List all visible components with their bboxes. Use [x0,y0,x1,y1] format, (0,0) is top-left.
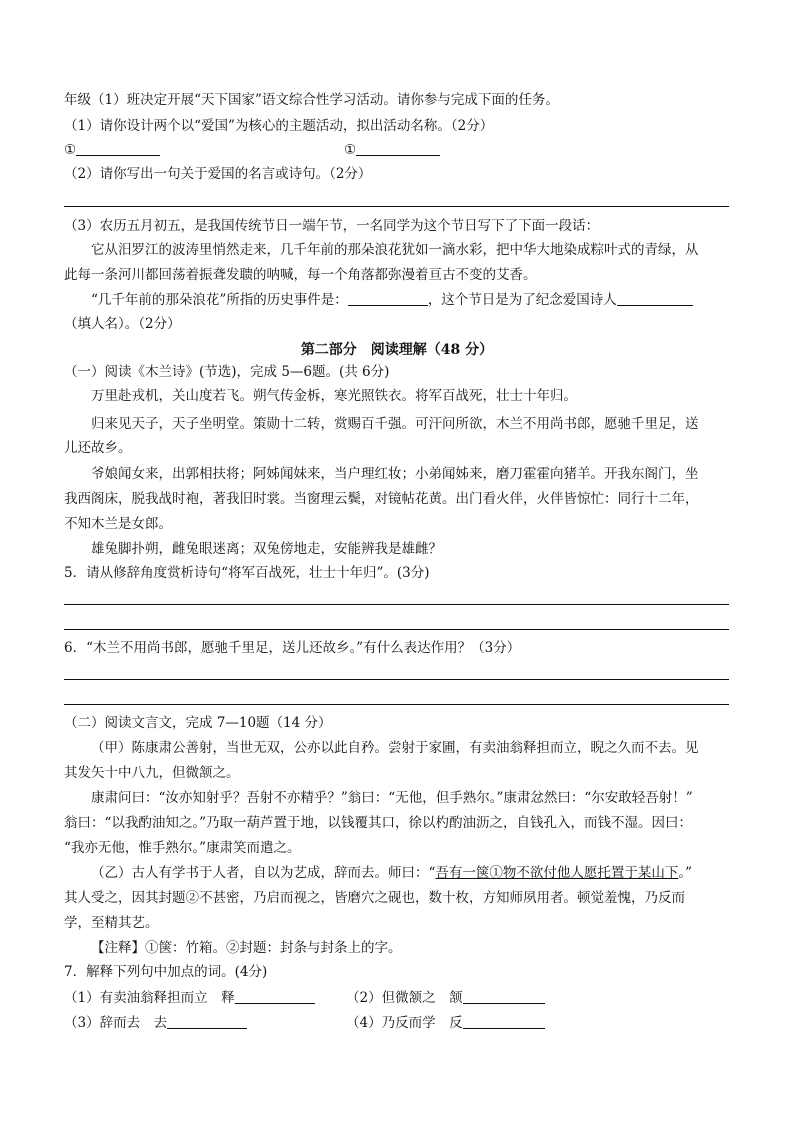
q7-item-1 [64,988,315,1008]
answer-1b-mark: ① [344,142,357,158]
poet-blank[interactable] [617,291,693,306]
q7-item-2-text: （2）但微颔之 颔 [346,990,463,1006]
q7-item-4-blank[interactable] [463,1014,545,1029]
intro-text: 年级（1）班决定开展“天下国家”语文综合性学习活动。请你参与完成下面的任务。 [64,92,559,108]
q7-item-4-text: （4）乃反而学 反 [346,1015,463,1031]
q7-item-4 [346,1013,545,1033]
question-3: （3）农历五月初五，是我国传统节日一端午节，一名同学为这个节日写下了下面一段话： [64,218,600,234]
question-2: （2）请你写出一句关于爱国的名言或诗句。（2分） [64,166,372,182]
text-b-line-1 [91,863,692,883]
answer-2-line[interactable] [64,206,729,207]
section-2-heading: （二）阅读文言文，完成 7—10题（14 分） [64,715,332,731]
question-1: （1）请你设计两个以“爱国”为核心的主题活动，拟出活动名称。（2分） [64,118,494,134]
text-a-line-1: （甲）陈康肃公善射，当世无双，公亦以此自矜。尝射于家圃，有卖油翁释担而立，睨之久而不去。见 [91,740,699,756]
poem-line-3: 儿还故乡。 [64,440,132,456]
answer-5-line-2[interactable] [64,629,729,630]
annotation-note: 【注释】①箧：竹箱。②封题：封条与封条上的字。 [91,940,402,956]
poem-line-7: 雄兔脚扑朔，雌兔眼迷离；双兔傍地走，安能辨我是雄雌？ [91,541,442,557]
question-3-tail: （填人名）。（2分） [64,316,181,332]
text-b-line-2: 其人受之，因其封题②不甚密，乃启而视之，皆磨穴之砚也，数十枚，方知师夙用者。顿觉羞愧，乃反而 [64,890,685,906]
q7-item-3-blank[interactable] [167,1014,247,1029]
text-b-line-3: 学，至精其艺。 [64,915,159,931]
event-blank[interactable] [348,291,428,306]
q7-item-1-blank[interactable] [235,989,315,1004]
answer-6-line-1[interactable] [64,679,729,680]
poem-line-6: 不知木兰是女郎。 [64,516,172,532]
text-b-pre: （乙）古人有学书于人者，自以为艺成，辞而去。师曰：“ [91,865,436,881]
q7-item-2 [346,988,545,1008]
ask-b: ，这个节日是为了纪念爱国诗人 [427,292,617,308]
answer-1a-blank[interactable] [76,141,160,156]
q7-item-2-blank[interactable] [463,989,545,1004]
poem-line-2: 归来见天子，天子坐明堂。策勋十二转，赏赐百千强。可汗问所欲，木兰不用尚书郎，愿驰千里足，送 [91,416,699,432]
passage-3-line-1: 它从汨罗江的波涛里悄然走来，几千年前的那朵浪花犹如一滴水彩，把中华大地染成粽叶式的青绿，从 [91,242,699,258]
question-7: 7．解释下列句中加点的词。(4分) [64,964,268,980]
question-5: 5．请从修辞角度赏析诗句“将军百战死，壮士十年归”。(3分) [64,565,430,581]
q7-item-3-text: （3）辞而去 去 [64,1015,168,1031]
underlined-sentence: 吾有一箧①物不欲付他人愿托置于某山下 [435,865,679,881]
answer-1a-mark: ① [64,142,77,158]
text-a-line-2: 其发矢十中八九，但微颔之。 [64,765,240,781]
poem-line-5: 我西阁床，脱我战时袍，著我旧时裳。当窗理云鬓，对镜帖花黄。出门看火伴，火伴皆惊忙：同行十二年， [64,491,699,507]
text-b-post: 。” [678,865,693,881]
question-6: 6．“木兰不用尚书郎，愿驰千里足，送儿还故乡。”有什么表达作用？（3分） [64,640,521,656]
part-2-title: 第二部分 阅读理解（48 分） [300,342,494,358]
poem-line-4: 爷娘闻女来，出郭相扶将；阿姊闻妹来，当户理红妆；小弟闻姊来，磨刀霍霍向猪羊。开我东阁门，坐 [91,466,699,482]
q7-item-1-text: （1）有卖油翁释担而立 释 [64,990,235,1006]
answer-1b [344,140,440,160]
text-a-line-5: “我亦无他，惟手熟尔。”康肃笑而遣之。 [64,840,301,856]
answer-1b-blank[interactable] [356,141,440,156]
passage-3-line-2: 此每一条河川都回荡着振聋发聩的呐喊，每一个角落都弥漫着亘古不变的艾香。 [64,267,537,283]
answer-6-line-2[interactable] [64,704,729,705]
poem-line-1: 万里赴戎机，关山度若飞。朔气传金柝，寒光照铁衣。将军百战死，壮士十年归。 [91,388,577,404]
question-3-ask [91,290,693,310]
text-a-line-3: 康肃问曰：“汝亦知射乎？吾射不亦精乎？”翁曰：“无他，但手熟尔。”康肃忿然曰：“尔安敢轻吾射！” [91,790,693,806]
ask-a: “几千年前的那朵浪花”所指的历史事件是： [91,292,348,308]
text-a-line-4: 翁曰：“以我酌油知之。”乃取一葫芦置于地，以钱覆其口，徐以杓酌油沥之，自钱孔入，而钱不湿。因曰： [64,815,693,831]
section-1-heading: （一）阅读《木兰诗》(节选)，完成 5—6题。(共 6分) [64,364,390,380]
answer-1a [64,140,160,160]
q7-item-3 [64,1013,247,1033]
answer-5-line-1[interactable] [64,604,729,605]
